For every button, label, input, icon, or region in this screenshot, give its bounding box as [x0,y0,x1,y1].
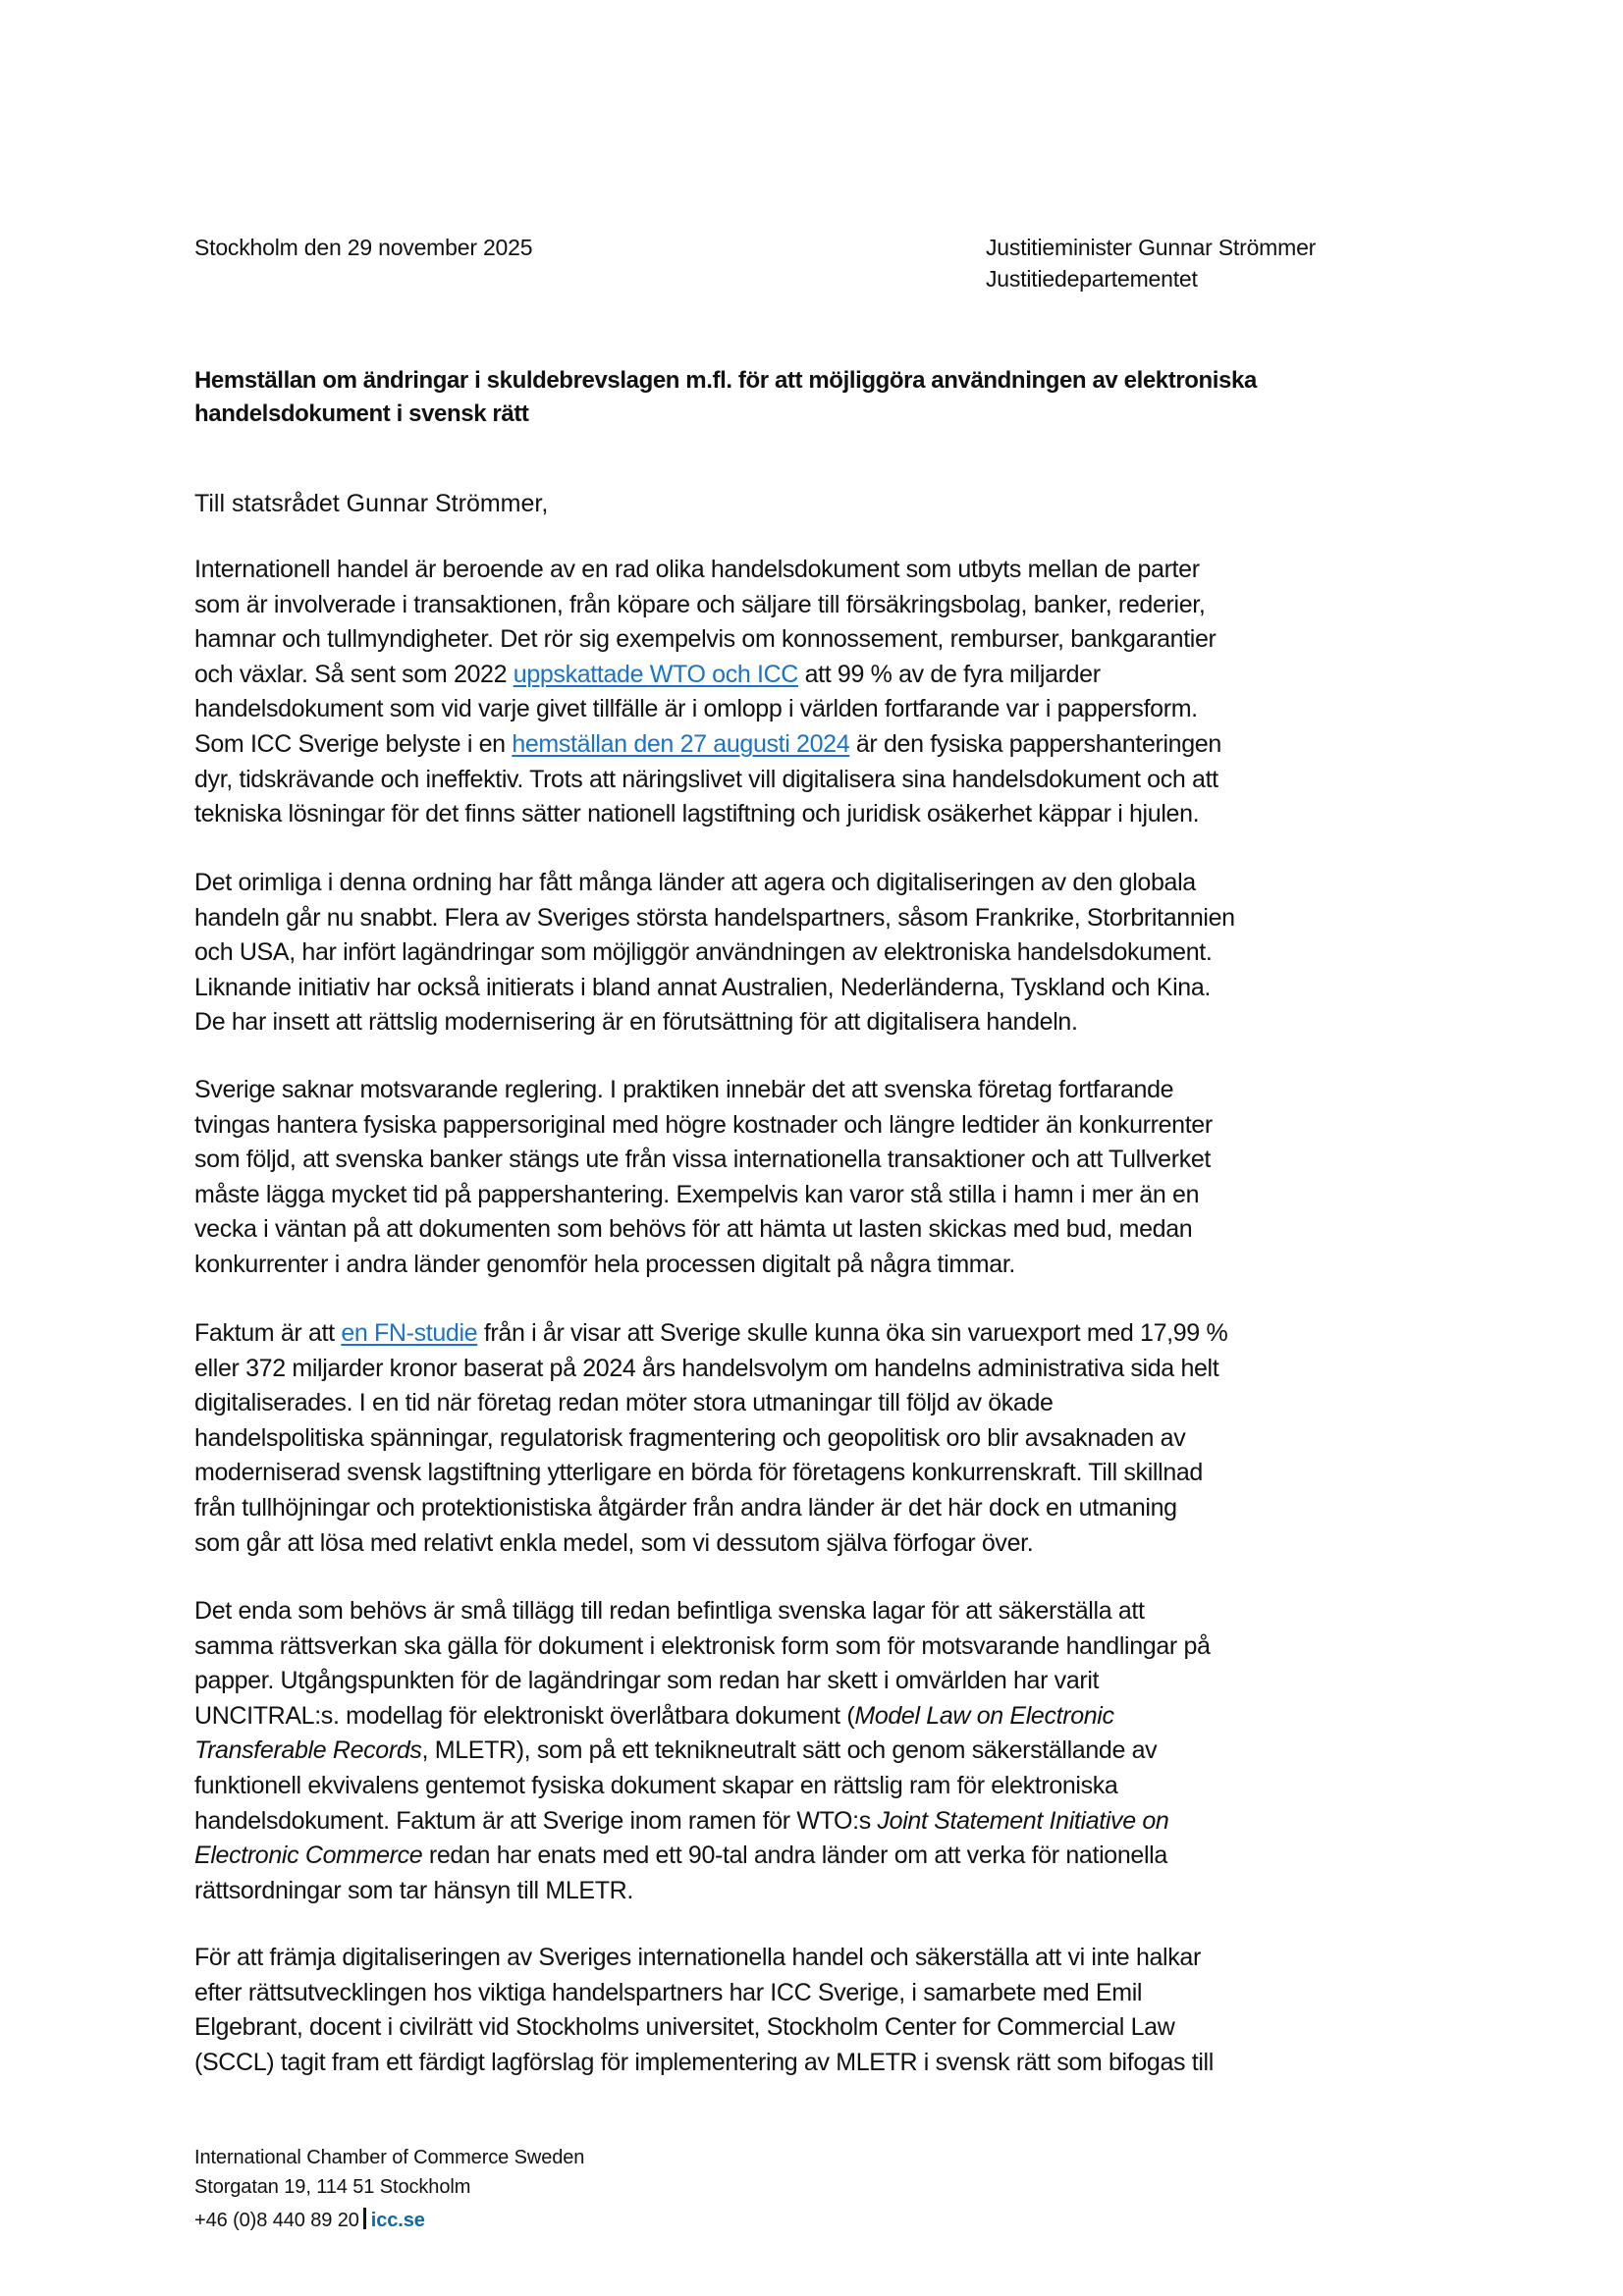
italic-term: Joint Statement Initiative on [877,1806,1169,1835]
text-segment: , MLETR), som på ett teknikneutralt sätt och genom säkerställande av [421,1736,1158,1765]
text-line: handeln går nu snabbt. Flera av Sveriges största handelspartners, såsom Frankrike, Storbritannien [194,903,1235,932]
letter-footer [194,2143,584,2235]
footer-phone: +46 (0)8 440 89 20 [194,2210,359,2231]
footer-organization: International Chamber of Commerce Sweden [194,2147,585,2168]
text-line: digitaliserades. I en tid när företag redan möter stora utmaningar till följd av ökade [194,1389,1054,1417]
text-segment: handelsdokument. Faktum är att Sverige inom ramen för WTO:s [194,1806,878,1835]
text-line: Det orimliga i denna ordning har fått många länder att agera och digitaliseringen av den globala [194,869,1196,896]
text-segment: att 99 % av de fyra miljarder [798,660,1101,688]
text-line: tvingas hantera fysiska pappersoriginal med högre kostnader och längre ledtider än konkurrenter [194,1110,1213,1139]
text-line [194,658,1471,693]
text-line: De har insett att rättslig modernisering är en förutsättning för att digitalisera handeln. [194,1008,1078,1037]
text-line: som går att lösa med relativt enkla medel, som vi dessutom själva förfogar över. [194,1528,1034,1557]
text-line: samma rättsverkan ska gälla för dokument i elektronisk form som för motsvarande handlingar på [194,1631,1211,1660]
paragraph-6 [194,1941,1471,2080]
letter-header-left [194,232,532,263]
text-line: funktionell ekvivalens gentemot fysiska dokument skapar en rättslig ram för elektroniska [194,1771,1118,1799]
letter-recipient [986,232,1316,294]
text-line: som följd, att svenska banker stängs ute från vissa internationella transaktioner och att Tullverket [194,1146,1211,1174]
letter-title [194,364,1471,431]
place-date: Stockholm den 29 november 2025 [194,235,533,260]
text-line: och USA, har infört lagändringar som möjliggör användningen av elektroniska handelsdokument. [194,938,1213,967]
greeting: Till statsrådet Gunnar Strömmer, [194,490,549,517]
text-line: Liknande initiativ har också initierats i bland annat Australien, Nederländerna, Tyskland och Kina. [194,973,1211,1001]
recipient-department: Justitiedepartementet [986,266,1198,292]
fn-study-link[interactable]: en FN-studie [341,1319,478,1347]
italic-term: Model Law on Electronic [854,1701,1114,1730]
text-line: konkurrenter i andra länder genomför hela processen digitalt på några timmar. [194,1250,1016,1278]
text-line [194,1804,1471,1840]
text-line: efter rättsutvecklingen hos viktiga handelspartners har ICC Sverige, i samarbete med Emil [194,1978,1143,2006]
text-line: moderniserad svensk lagstiftning ytterligare en börda för företagens konkurrenskraft. Till skillnad [194,1459,1203,1487]
text-segment: är den fysiska pappershanteringen [849,729,1221,758]
italic-term: Transferable Records [194,1736,422,1765]
text-segment: UNCITRAL:s. modellag för elektroniskt överlåtbara dokument ( [194,1701,855,1730]
text-line: Det enda som behövs är små tillägg till redan befintliga svenska lagar för att säkerställa att [194,1597,1145,1625]
text-line [194,727,1471,763]
text-line [194,1316,1471,1352]
text-segment: Som ICC Sverige belyste i en [194,729,513,758]
text-line: som är involverade i transaktionen, från köpare och säljare till försäkringsbolag, banker, rederier, [194,590,1206,618]
italic-term: Electronic Commerce [194,1842,423,1870]
text-line: Internationell handel är beroende av en rad olika handelsdokument som utbyts mellan de parter [194,556,1200,583]
title-line: handelsdokument i svensk rätt [194,400,529,427]
text-line: måste lägga mycket tid på pappershantering. Exempelvis kan varor stå stilla i hamn i mer än en [194,1180,1200,1208]
text-line: hamnar och tullmyndigheter. Det rör sig exempelvis om konnossement, remburser, bankgarantier [194,625,1217,654]
text-segment: och växlar. Så sent som 2022 [194,660,514,688]
text-line: papper. Utgångspunkten för de lagändringar som redan har skett i omvärlden har varit [194,1667,1100,1695]
text-segment: Faktum är att [194,1319,342,1347]
text-line: handelspolitiska spänningar, regulatorisk fragmentering och geopolitisk oro blir avsaknaden av [194,1423,1186,1452]
text-line: Elgebrant, docent i civilrätt vid Stockholms universitet, Stockholm Center for Commercial Law [194,2013,1175,2042]
text-line [194,1734,1471,1769]
text-line: vecka i väntan på att dokumenten som behövs för att hämta ut lasten skickas med bud, medan [194,1215,1193,1244]
text-line: rättsordningar som tar hänsyn till MLETR. [194,1876,633,1904]
footer-website-link[interactable]: icc.se [370,2210,425,2231]
hemstallan-2024-link[interactable]: hemställan den 27 augusti 2024 [512,729,850,758]
paragraph-2 [194,866,1471,1041]
text-segment: från i år visar att Sverige skulle kunna öka sin varuexport med 17,99 % [477,1319,1228,1347]
text-segment: redan har enats med ett 90-tal andra länder om att verka för nationella [422,1842,1167,1870]
footer-address: Storgatan 19, 114 51 Stockholm [194,2176,471,2198]
text-line: Sverige saknar motsvarande reglering. I praktiken innebär det att svenska företag fortfarande [194,1076,1174,1103]
text-line: dyr, tidskrävande och ineffektiv. Trots att näringslivet vill digitalisera sina handelsdokument och att [194,765,1218,793]
divider [363,2208,366,2229]
footer-contact [194,2206,584,2235]
paragraph-3 [194,1073,1471,1283]
text-line: tekniska lösningar för det finns sätter nationell lagstiftning och juridisk osäkerhet käppar i hjulen. [194,800,1200,828]
paragraph-1 [194,553,1471,832]
text-line: från tullhöjningar och protektionistiska åtgärder från andra länder är det här dock en utmaning [194,1493,1177,1522]
text-line [194,1839,1471,1874]
paragraph-5 [194,1594,1471,1908]
wto-icc-estimate-link[interactable]: uppskattade WTO och ICC [513,660,798,688]
text-line: handelsdokument som vid varje givet tillfälle är i omlopp i världen fortfarande var i pappersform. [194,695,1198,723]
text-line: eller 372 miljarder kronor baserat på 2024 års handelsvolym om handelns administrativa sida helt [194,1354,1219,1382]
title-line: Hemställan om ändringar i skuldebrevslagen m.fl. för att möjliggöra användningen av elektroniska [194,367,1257,394]
recipient-name: Justitieminister Gunnar Strömmer [986,235,1317,260]
text-line: (SCCL) tagit fram ett färdigt lagförslag för implementering av MLETR i svensk rätt som bifogas till [194,2048,1214,2076]
text-line [194,1699,1471,1735]
text-line: För att främja digitaliseringen av Sveriges internationella handel och säkerställa att vi inte halkar [194,1944,1201,1971]
paragraph-4 [194,1316,1471,1561]
